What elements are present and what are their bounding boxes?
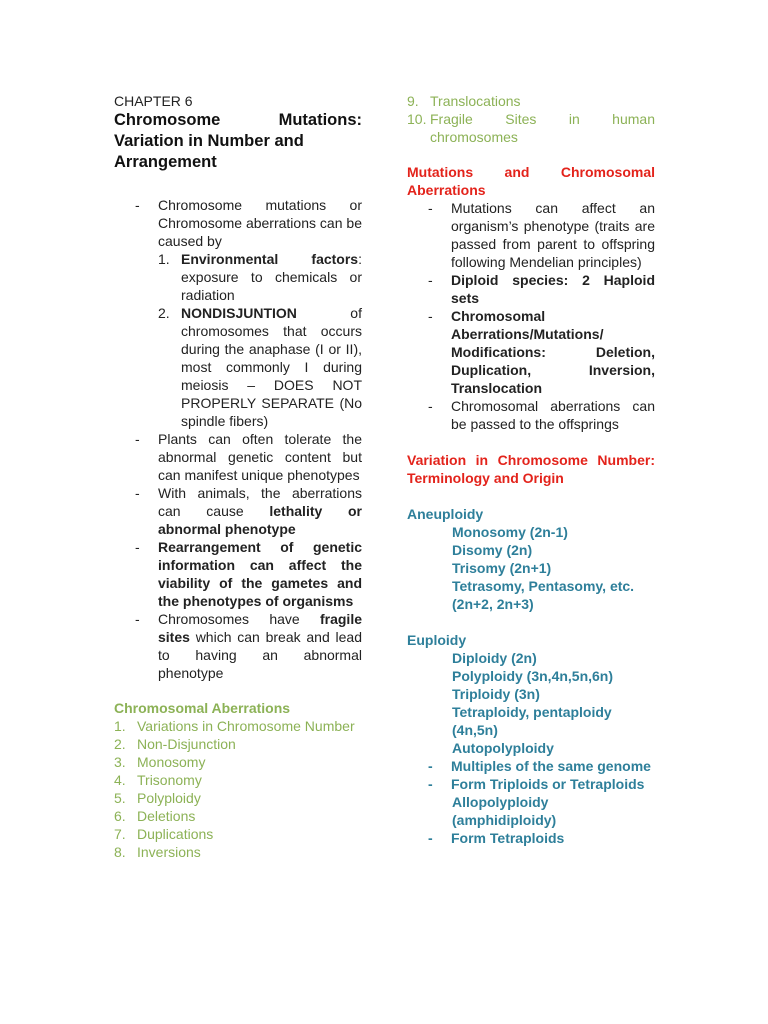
item-number: 6. <box>114 808 126 824</box>
bullet-causes <box>114 196 362 430</box>
item-label: Inversions <box>137 844 201 860</box>
item-number: 10. <box>407 111 427 127</box>
aneuploidy-item: Disomy (2n) <box>452 542 533 558</box>
autopolyploidy-bullets <box>407 757 655 793</box>
item-number: 4. <box>114 772 126 788</box>
item-label: Fragile Sites in human chromosomes <box>430 111 655 145</box>
aberration-item <box>114 789 362 807</box>
aberration-item <box>114 843 362 861</box>
bullet-animals: - With animals, the aberrations can cause lethality or abnormal phenotype <box>114 484 362 538</box>
mutations-bullet: - Diploid species: 2 Haploid sets <box>407 271 655 307</box>
euploidy-list <box>407 649 655 757</box>
item-number: 5. <box>114 790 126 806</box>
aneuploidy-item: Tetrasomy, Pentasomy, etc. (2n+2, 2n+3) <box>452 578 635 612</box>
item-label: Polyploidy <box>137 790 201 806</box>
aberration-item <box>114 771 362 789</box>
aberration-item <box>114 753 362 771</box>
item-label: Variations in Chromosome Number <box>137 718 355 734</box>
aneuploidy-item: Monosomy (2n-1) <box>452 524 568 540</box>
intro-bullets <box>114 196 362 682</box>
mutations-bullet: - Mutations can affect an organism’s phenotype (traits are passed from parent to offspring following Mendelian principles) <box>407 199 655 271</box>
mutations-bullet: - Chromosomal aberrations can be passed to the offsprings <box>407 397 655 433</box>
aneuploidy-item: Trisomy (2n+1) <box>452 560 552 576</box>
aberrations-heading: Chromosomal Aberrations <box>114 700 291 716</box>
aberration-item <box>407 110 655 146</box>
euploidy-item: Autopolyploidy <box>452 740 554 756</box>
aberration-item <box>114 735 362 753</box>
causes-list <box>158 250 362 430</box>
aberration-item <box>114 717 362 735</box>
cause-item: 1. Environmental factors: exposure to chemicals or radiation <box>158 251 362 303</box>
aberrations-list <box>114 717 362 861</box>
item-label: Monosomy <box>137 754 206 770</box>
aberration-item <box>114 825 362 843</box>
aneuploidy-list <box>407 523 655 613</box>
chapter-label: CHAPTER 6 <box>114 93 193 109</box>
mutations-bullets <box>407 199 655 433</box>
item-label: Duplications <box>137 826 214 842</box>
item-label: Trisonomy <box>137 772 202 788</box>
variation-heading: Variation in Chromosome Number: Terminology and Origin <box>407 452 655 486</box>
item-number: 3. <box>114 754 126 770</box>
bullet-fragile-sites: - Chromosomes have fragile sites which can break and lead to having an abnormal phenotype <box>114 610 362 682</box>
aneuploidy-heading: Aneuploidy <box>407 506 484 522</box>
aberration-item <box>114 807 362 825</box>
cause-term: Environmental factors <box>181 251 359 267</box>
allopolyploidy-block <box>407 793 655 829</box>
item-number: 7. <box>114 826 126 842</box>
aberration-item <box>407 92 655 110</box>
cause-term: NONDISJUNTION <box>181 305 297 321</box>
item-number: 1. <box>114 718 126 734</box>
euploidy-item: Polyploidy (3n,4n,5n,6n) <box>452 668 614 684</box>
right-column <box>407 92 655 847</box>
item-label: Non-Disjunction <box>137 736 236 752</box>
bullet-causes-text: Chromosome mutations or Chromosome aberrations can be caused by <box>158 197 362 249</box>
mutations-bullet: - Chromosomal Aberrations/Mutations/ Modifications: Deletion, Duplication, Inversion, Translocation <box>407 307 655 397</box>
cause-item: 2. NONDISJUNTION of chromosomes that occurs during the anaphase (I or II), most commonly I during meiosis – DOES NOT PROPERLY SEPARATE (No spindle fibers) <box>158 305 362 429</box>
aberrations-list-continued <box>407 92 655 146</box>
euploidy-heading: Euploidy <box>407 632 467 648</box>
item-label: Deletions <box>137 808 196 824</box>
bullet-rearrangement: - Rearrangement of genetic information can affect the viability of the gametes and the phenotypes of organisms <box>114 538 362 610</box>
allopolyploidy-bullets <box>407 829 655 847</box>
autopolyploidy-bullet: - Form Triploids or Tetraploids <box>407 775 655 793</box>
allopolyploidy-label: Allopolyploidy (amphidiploidy) <box>452 794 557 828</box>
item-number: 9. <box>407 93 419 109</box>
left-column <box>114 92 362 861</box>
chapter-title-line2: Arrangement <box>114 153 217 171</box>
chapter-title-line1: Chromosome Mutations: Variation in Number and <box>114 111 362 150</box>
item-number: 8. <box>114 844 126 860</box>
chapter-title <box>114 110 362 173</box>
euploidy-item: Diploidy (2n) <box>452 650 537 666</box>
item-number: 2. <box>114 736 126 752</box>
item-label: Translocations <box>430 93 521 109</box>
allopolyploidy-bullet: - Form Tetraploids <box>407 829 655 847</box>
euploidy-item: Tetraploidy, pentaploidy (4n,5n) <box>452 704 612 738</box>
mutations-heading: Mutations and Chromosomal Aberrations <box>407 164 655 198</box>
autopolyploidy-bullet: - Multiples of the same genome <box>407 757 655 775</box>
bullet-plants: - Plants can often tolerate the abnormal genetic content but can manifest unique phenotypes <box>114 430 362 484</box>
euploidy-item: Triploidy (3n) <box>452 686 540 702</box>
